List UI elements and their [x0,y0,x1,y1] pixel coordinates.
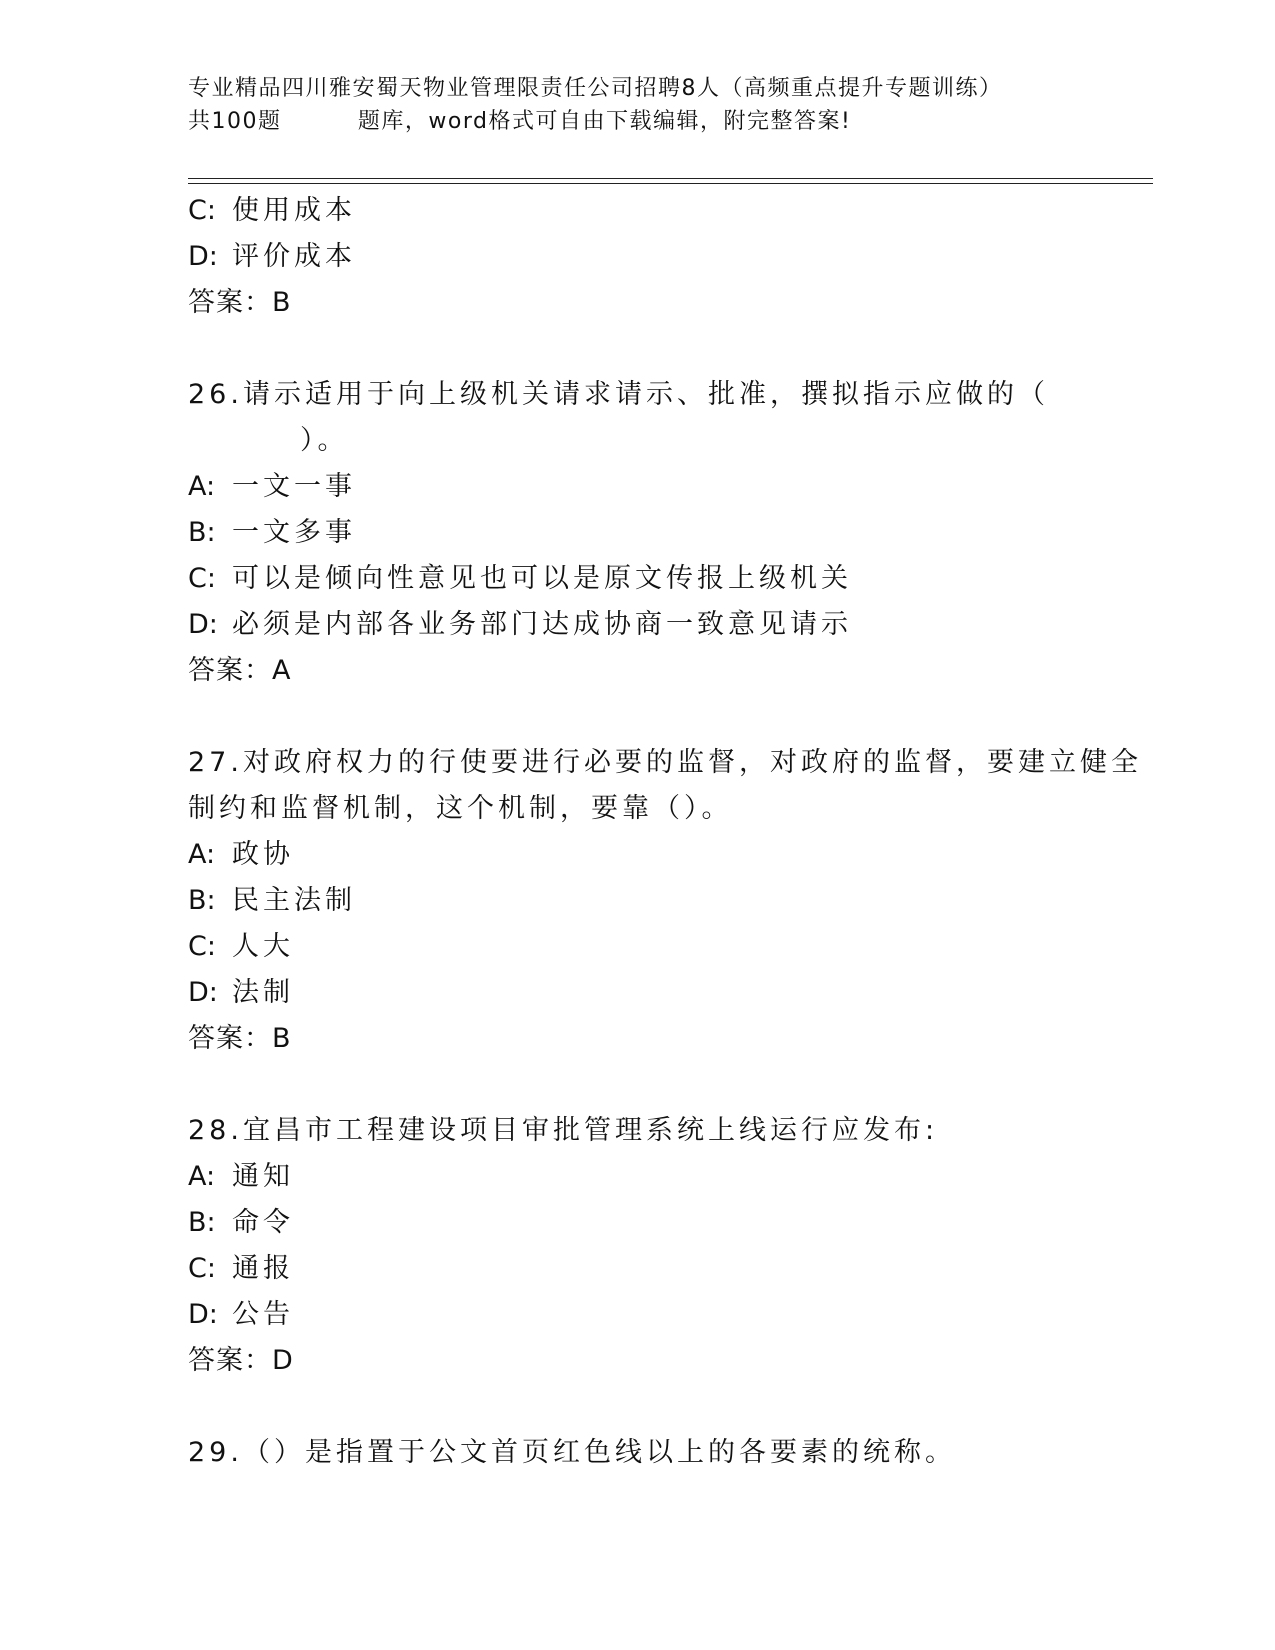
option-label: D: [188,609,218,640]
spacer [188,1384,1088,1430]
answer: 答案：B [188,287,292,318]
option-label: A: [188,839,216,870]
option-c [188,556,1088,602]
option-label: C: [188,563,216,594]
option-b [188,510,1088,556]
question-list [188,188,1142,1476]
header-title: 专业精品四川雅安蜀天物业管理限责任公司招聘8人（高频重点提升专题训练） [188,76,1003,101]
question-27 [188,740,1142,1062]
option-text: 通知 [232,1161,294,1192]
option-a [188,1154,1088,1200]
question-stem: 29.（）是指置于公文首页红色线以上的各要素的统称。 [188,1437,956,1468]
question-stem: 28.宜昌市工程建设项目审批管理系统上线运行应发布: [188,1115,939,1146]
header-rule-top [188,178,1153,179]
answer: 答案：D [188,1345,294,1376]
spacer [188,694,1088,740]
option-d [188,970,1088,1016]
document-header [188,72,1088,138]
option-c [188,1246,1088,1292]
spacer [188,1062,1088,1108]
question-stem-continued: 制约和监督机制，这个机制，要靠（）。 [188,793,733,824]
question-stem: 26.请示适用于向上级机关请求请示、批准，撰拟指示应做的（ [188,379,1049,410]
option-label: C: [188,931,216,962]
question-25-partial [188,188,1088,326]
header-rule-bottom [188,183,1153,184]
header-subtitle: 共100题 题库，word格式可自由下载编辑，附完整答案! [188,109,852,134]
option-label: C: [188,1253,216,1284]
question-28 [188,1108,1088,1384]
question-29 [188,1430,1088,1476]
answer: 答案：A [188,655,292,686]
question-stem-continued: ）。 [300,425,349,456]
option-text: 法制 [232,977,294,1008]
option-text: 一文多事 [232,517,356,548]
option-text: 可以是倾向性意见也可以是原文传报上级机关 [232,563,852,594]
option-label: D: [188,241,218,272]
option-text: 通报 [232,1253,294,1284]
option-a [188,832,1088,878]
question-stem: 27.对政府权力的行使要进行必要的监督，对政府的监督，要建立健全 [188,747,1142,778]
option-b [188,878,1088,924]
option-text: 公告 [232,1299,294,1330]
option-label: C: [188,195,216,226]
option-label: D: [188,1299,218,1330]
option-text: 评价成本 [232,241,356,272]
option-text: 命令 [232,1207,294,1238]
option-label: A: [188,471,216,502]
question-26 [188,372,1088,694]
option-text: 使用成本 [232,195,356,226]
option-d [188,602,1088,648]
option-c [188,188,1088,234]
option-text: 必须是内部各业务部门达成协商一致意见请示 [232,609,852,640]
option-d [188,1292,1088,1338]
answer: 答案：B [188,1023,292,1054]
spacer [188,326,1088,372]
option-text: 一文一事 [232,471,356,502]
option-text: 政协 [232,839,294,870]
option-label: D: [188,977,218,1008]
option-text: 民主法制 [232,885,356,916]
option-d [188,234,1088,280]
option-label: B: [188,517,216,548]
option-text: 人大 [232,931,294,962]
option-label: A: [188,1161,216,1192]
option-b [188,1200,1088,1246]
option-a [188,464,1088,510]
option-label: B: [188,1207,216,1238]
option-label: B: [188,885,216,916]
option-c [188,924,1088,970]
